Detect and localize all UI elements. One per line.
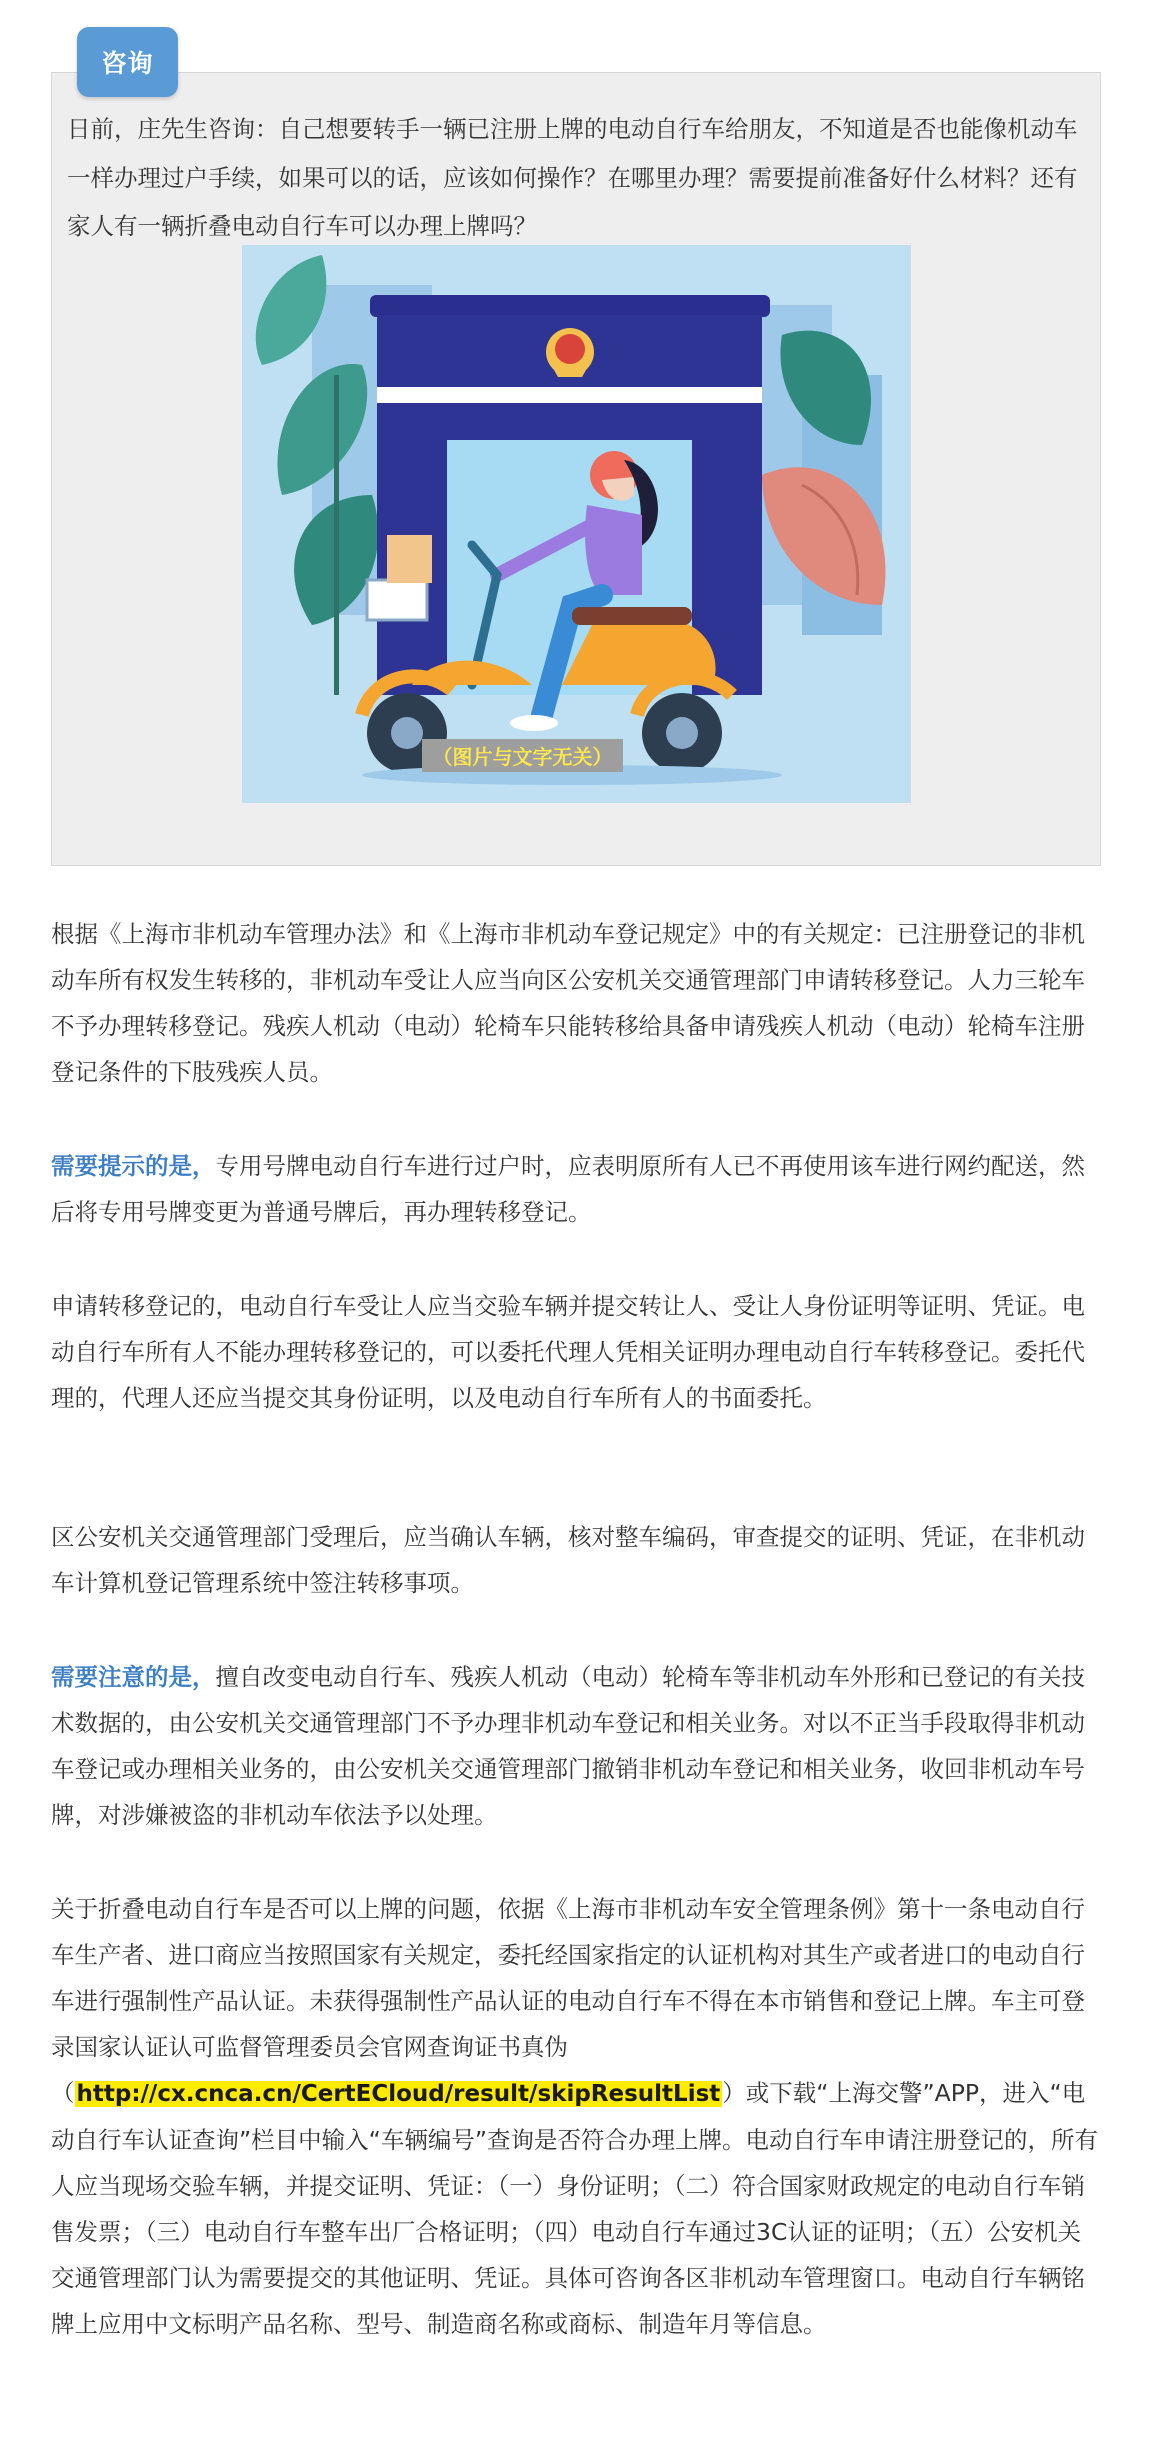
cnca-query-link[interactable]: http://cx.cnca.cn/CertECloud/result/skipResultList	[76, 2081, 721, 2107]
tip-text: 专用号牌电动自行车进行过户时，应表明原所有人已不再使用该车进行网约配送，然后将专用号牌变更为普通号牌后，再办理转移登记。	[51, 1152, 1085, 1226]
notice-highlight: 需要注意的是，	[51, 1663, 216, 1691]
image-caption: （图片与文字无关）	[422, 739, 623, 772]
paragraph-folding-bike	[51, 1886, 1103, 2347]
scooter-illustration-svg	[242, 245, 911, 803]
paragraph-transfer-application: 申请转移登记的，电动自行车受让人应当交验车辆并提交转让人、受让人身份证明等证明、凭证。电动自行车所有人不能办理转移登记的，可以委托代理人凭相关证明办理电动自行车转移登记。委托代理的，代理人还应当提交其身份证明，以及电动自行车所有人的书面委托。	[51, 1292, 1085, 1412]
notice-text: 擅自改变电动自行车、残疾人机动（电动）轮椅车等非机动车外形和已登记的有关技术数据的，由公安机关交通管理部门不予办理非机动车登记和相关业务。对以不正当手段取得非机动车登记或办理相关业务的，由公安机关交通管理部门撤销非机动车登记和相关业务，收回非机动车号牌，对涉嫌被盗的非机动车依法予以处理。	[51, 1663, 1085, 1829]
scooter-illustration	[242, 245, 911, 803]
paragraph-processing: 区公安机关交通管理部门受理后，应当确认车辆，核对整车编码，审查提交的证明、凭证，在非机动车计算机登记管理系统中签注转移事项。	[51, 1523, 1085, 1597]
folding-text-after: ）或下载“上海交警”APP，进入“电动自行车认证查询”栏目中输入“车辆编号”查询是否符合办理上牌。电动自行车申请注册登记的，所有人应当现场交验车辆，并提交证明、凭证：（一）身份证明；（二）符合国家财政规定的电动自行车销售发票；（三）电动自行车整车出厂合格证明；（四）电动自行车通过3C认证的证明；（五）公安机关交通管理部门认为需要提交的其他证明、凭证。具体可咨询各区非机动车管理窗口。电动自行车辆铭牌上应用中文标明产品名称、型号、制造商名称或商标、制造年月等信息。	[51, 2079, 1099, 2338]
consult-question: 日前，庄先生咨询：自己想要转手一辆已注册上牌的电动自行车给朋友，不知道是否也能像机动车一样办理过户手续，如果可以的话，应该如何操作？在哪里办理？需要提前准备好什么材料？还有家人有一辆折叠电动自行车可以办理上牌吗？	[67, 115, 1078, 240]
paragraph-notice	[51, 1654, 1103, 1838]
consult-tag: 咨询	[77, 27, 178, 97]
folding-text-before: 关于折叠电动自行车是否可以上牌的问题，依据《上海市非机动车安全管理条例》第十一条电动自行车生产者、进口商应当按照国家有关规定，委托经国家指定的认证机构对其生产或者进口的电动自行车进行强制性产品认证。未获得强制性产品认证的电动自行车不得在本市销售和登记上牌。车主可登录国家认证认可监督管理委员会官网查询证书真伪（	[51, 1895, 1085, 2107]
paragraph-regulation: 根据《上海市非机动车管理办法》和《上海市非机动车登记规定》中的有关规定：已注册登记的非机动车所有权发生转移的，非机动车受让人应当向区公安机关交通管理部门申请转移登记。人力三轮车不予办理转移登记。残疾人机动（电动）轮椅车只能转移给具备申请残疾人机动（电动）轮椅车注册登记条件的下肢残疾人员。	[51, 920, 1085, 1086]
tip-highlight: 需要提示的是，	[51, 1152, 216, 1180]
paragraph-tip	[51, 1143, 1103, 1235]
